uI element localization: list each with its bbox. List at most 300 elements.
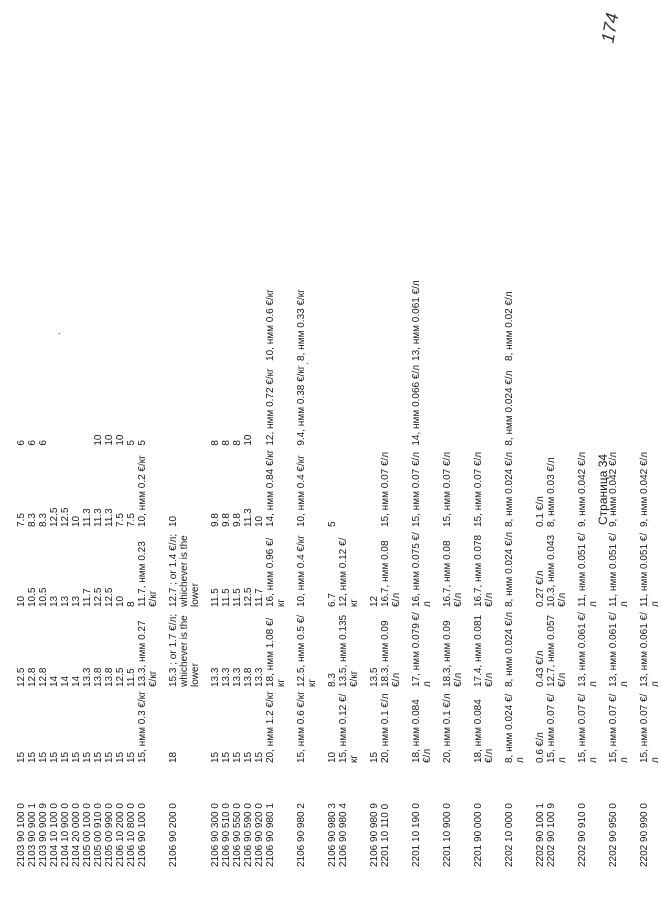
table-row — [402, 48, 433, 867]
rate-cell — [526, 124, 546, 200]
rate-cell — [360, 276, 380, 361]
rate-cell: 15.3 ; or 1.7 €/л; whichever is the lower — [168, 613, 201, 687]
rate-cell: 15 — [82, 751, 93, 763]
rate-cell — [71, 276, 82, 361]
table-row — [115, 48, 126, 867]
rate-cell — [104, 276, 115, 361]
rate-cell: 12.5 — [243, 587, 254, 607]
rate-cell — [243, 200, 254, 276]
rate-cell: 13.5, нмм 0.135 €/кг — [338, 614, 360, 687]
rate-cell: 13.3 — [254, 667, 265, 687]
rate-cell — [599, 361, 630, 446]
rate-cell: 15, нмм 0.3 €/кг — [137, 691, 148, 763]
rate-cell — [16, 276, 27, 361]
rate-cell — [287, 48, 318, 124]
rate-cell — [464, 48, 495, 124]
rate-cell — [38, 276, 49, 361]
rate-cell — [360, 446, 380, 527]
rate-cell — [380, 200, 402, 276]
rate-cell — [402, 200, 433, 276]
rate-cell: 16.7, нмм 0.08 €/л — [380, 540, 402, 607]
rate-cell — [221, 48, 232, 124]
rate-cell: 12.5 — [115, 667, 126, 687]
rate-cell — [221, 276, 232, 361]
rate-cell: 6 — [27, 440, 38, 446]
rate-cell: 8, нмм 0.03 €/л — [546, 457, 557, 527]
rate-cell — [402, 124, 433, 200]
tariff-code-cell: 2202 90 100 1 — [535, 803, 546, 867]
rate-cell: 11, нмм 0.051 €/л — [608, 532, 630, 607]
rate-cell: 15 — [27, 751, 38, 763]
rate-cell: 11.7 — [254, 588, 265, 607]
rate-cell: 13.8 — [104, 667, 115, 687]
rate-cell: 7.5 — [115, 513, 126, 527]
rate-cell — [464, 124, 495, 200]
rate-cell — [16, 48, 27, 124]
rate-cell — [338, 124, 360, 200]
table-row — [338, 48, 360, 867]
rate-cell — [115, 124, 126, 200]
table-row — [27, 48, 38, 867]
rate-cell — [526, 276, 546, 361]
rate-cell: 13.8 — [93, 667, 104, 687]
rate-cell — [568, 48, 599, 124]
table-row — [265, 48, 287, 867]
rate-cell: 14 — [49, 675, 60, 687]
rate-cell: 11, нмм 0.051 €/л — [639, 532, 661, 607]
rate-cell — [38, 200, 49, 276]
table-row — [201, 48, 221, 867]
rate-cell: 10, нмм 0.2 €/кг — [137, 455, 148, 527]
rate-cell: 10, нмм 0.4 €/кг — [296, 455, 307, 527]
tariff-code-cell: 2202 90 910 0 — [577, 803, 588, 867]
rate-cell — [599, 200, 630, 276]
tariff-code-cell: 2201 10 110 0 — [380, 803, 391, 867]
rate-cell: 12 — [369, 595, 380, 607]
rate-cell — [338, 200, 360, 276]
rate-cell — [630, 124, 661, 200]
rate-cell: 15 — [104, 751, 115, 763]
tariff-table — [16, 48, 661, 867]
rate-cell — [115, 48, 126, 124]
rate-cell — [60, 48, 71, 124]
rate-cell: 15 — [93, 751, 104, 763]
rate-cell — [104, 124, 115, 200]
rate-cell — [71, 124, 82, 200]
rate-cell: 15 — [71, 751, 82, 763]
tariff-code-cell: 2103 90 900 9 — [38, 803, 49, 867]
table-row — [38, 48, 49, 867]
rate-cell — [464, 200, 495, 276]
rate-cell: 12.5 — [49, 507, 60, 527]
rate-cell — [201, 124, 221, 200]
rate-cell — [599, 48, 630, 124]
rate-cell — [338, 276, 360, 361]
rate-cell — [201, 200, 221, 276]
rate-cell — [60, 200, 71, 276]
rate-cell — [137, 124, 159, 200]
rate-cell: 10 — [16, 595, 27, 607]
rate-cell — [159, 361, 201, 446]
tariff-code-cell: 2106 90 980 4 — [338, 803, 349, 867]
rate-cell: 8, нмм 0.024 €/л — [504, 370, 515, 446]
rate-cell — [38, 48, 49, 124]
rate-cell: 11.5 — [232, 588, 243, 607]
rate-cell — [433, 124, 464, 200]
rate-cell — [254, 361, 265, 446]
tariff-code-cell: 2105 00 990 0 — [104, 803, 115, 867]
tariff-code-cell: 2105 00 910 0 — [93, 803, 104, 867]
rate-cell — [232, 124, 243, 200]
rate-cell — [568, 124, 599, 200]
rate-cell — [49, 200, 60, 276]
rate-cell: 13.3 — [82, 667, 93, 687]
rate-cell: 18 — [168, 751, 179, 763]
table-row — [360, 48, 380, 867]
rate-cell: 18, нмм 0.084 €/л — [473, 699, 495, 763]
tariff-code-cell: 2106 90 980 3 — [327, 803, 338, 867]
rate-cell — [71, 200, 82, 276]
rate-cell: 10 — [115, 434, 126, 446]
rate-cell: 9, нмм 0.042 €/л — [608, 451, 619, 527]
rate-cell: 11.3 — [82, 508, 93, 527]
rate-cell: 0.6 €/л — [535, 732, 546, 763]
rate-cell: 10 — [71, 515, 82, 527]
rate-cell: 16, нмм 0.96 €/кг — [265, 537, 287, 607]
rate-cell — [360, 48, 380, 124]
rate-cell: 8, нмм 0.024 €/л — [504, 611, 515, 687]
rate-cell — [49, 361, 60, 446]
rate-cell: 7.5 — [16, 513, 27, 527]
rate-cell: 12.5 — [93, 587, 104, 607]
table-row — [568, 48, 599, 867]
rate-cell: 9.8 — [221, 513, 232, 527]
rate-cell — [546, 124, 568, 200]
rate-cell: 13, нмм 0.061 €/л — [577, 612, 599, 687]
rate-cell — [126, 124, 137, 200]
rate-cell — [546, 48, 568, 124]
table-row — [433, 48, 464, 867]
rate-cell — [93, 276, 104, 361]
rate-cell — [380, 48, 402, 124]
table-row — [318, 48, 338, 867]
rate-cell — [71, 48, 82, 124]
table-row — [254, 48, 265, 867]
rate-cell — [159, 48, 201, 124]
rate-cell: 15 — [38, 751, 49, 763]
rate-cell — [380, 276, 402, 361]
rate-cell — [159, 200, 201, 276]
rate-cell: 6 — [16, 440, 27, 446]
rate-cell — [126, 200, 137, 276]
rate-cell: 12.5 — [16, 667, 27, 687]
rate-cell — [221, 124, 232, 200]
rate-cell: 10.5 — [27, 587, 38, 607]
rate-cell — [93, 48, 104, 124]
rate-cell — [243, 48, 254, 124]
table-row — [126, 48, 137, 867]
rate-cell: 16, нмм 0.075 €/л — [411, 532, 433, 607]
rate-cell: 10 — [93, 434, 104, 446]
rate-cell: 10.3, нмм 0.043 €/л — [546, 534, 568, 607]
rate-cell — [287, 124, 318, 200]
rate-cell — [433, 276, 464, 361]
tariff-code-cell: 2106 90 980 1 — [265, 803, 276, 867]
rate-cell — [82, 361, 93, 446]
rate-cell: 12, нмм 0.72 €/кг — [265, 368, 276, 446]
rate-cell: 0.43 €/л — [535, 650, 546, 687]
rate-cell — [82, 200, 93, 276]
rate-cell — [568, 361, 599, 446]
rate-cell — [380, 124, 402, 200]
rate-cell — [495, 124, 526, 200]
rate-cell — [402, 48, 433, 124]
table-row — [71, 48, 82, 867]
rate-cell: 11.7 — [82, 588, 93, 607]
tariff-code-cell: 2105 00 100 0 — [82, 803, 93, 867]
rate-cell: 11, нмм 0.051 €/л — [577, 532, 599, 607]
rate-cell: 15, нмм 0.07 €/л — [577, 693, 599, 763]
tariff-code-cell: 2106 90 980 2 — [296, 803, 307, 867]
rate-cell — [568, 276, 599, 361]
rate-cell: 12.5 — [60, 507, 71, 527]
rate-cell: 9, нмм 0.042 €/л — [577, 451, 588, 527]
rate-cell — [60, 124, 71, 200]
rate-cell: 8 — [232, 440, 243, 446]
rate-cell — [126, 276, 137, 361]
tariff-code-cell: 2201 90 000 0 — [473, 803, 484, 867]
rate-cell: 5 — [327, 521, 338, 527]
rate-cell — [126, 48, 137, 124]
table-row — [380, 48, 402, 867]
tariff-code-cell: 2106 90 100 0 — [137, 803, 148, 867]
rate-cell — [254, 200, 265, 276]
rate-cell — [49, 276, 60, 361]
rate-cell: 20, нмм 0.1 €/л — [380, 693, 391, 763]
rate-cell: 9, нмм 0.042 €/л — [639, 451, 650, 527]
tariff-code-cell: 2106 90 590 0 — [243, 803, 254, 867]
rate-cell: 8.3 — [27, 513, 38, 527]
tariff-code-cell: 2106 10 800 0 — [126, 803, 137, 867]
tariff-code-cell: 2202 90 990 0 — [639, 803, 650, 867]
rate-cell — [115, 276, 126, 361]
table-row — [464, 48, 495, 867]
rate-cell: 11.5 — [221, 588, 232, 607]
rate-cell — [254, 276, 265, 361]
rate-cell: 20, нмм 0.1 €/л — [442, 693, 453, 763]
rate-cell — [338, 361, 360, 446]
rate-cell: 13, нмм 0.061 €/л — [411, 280, 422, 361]
rate-cell — [546, 200, 568, 276]
table-row — [60, 48, 71, 867]
rate-cell: 13.3, нмм 0.27 €/кг — [137, 620, 159, 687]
rate-cell: 15, нмм 0.07 €/л — [639, 693, 661, 763]
rate-cell: 13.3 — [210, 667, 221, 687]
rate-cell: 11.3 — [104, 508, 115, 527]
tariff-code-cell: 2201 10 190 0 — [411, 803, 422, 867]
rate-cell: 9.8 — [210, 513, 221, 527]
tariff-code-cell: 2104 20 000 0 — [71, 803, 82, 867]
rate-cell — [137, 276, 159, 361]
rate-cell: 18, нмм 0.084 €/л — [411, 699, 433, 763]
table-row — [287, 48, 318, 867]
rate-cell: 10 — [243, 434, 254, 446]
rate-cell: 8 — [221, 440, 232, 446]
rate-cell: 13, нмм 0.061 €/л — [639, 612, 661, 687]
rate-cell: 5 — [126, 440, 137, 446]
rate-cell — [27, 200, 38, 276]
tariff-code-cell: 2202 90 950 0 — [608, 803, 619, 867]
rate-cell: 11.3 — [243, 508, 254, 527]
rate-cell: 17.4, нмм 0.081 €/л — [473, 614, 495, 687]
rate-cell: 12.5 — [104, 587, 115, 607]
rate-cell: 15, нмм 0.07 €/л — [546, 693, 568, 763]
tariff-code-cell: 2106 90 510 0 — [221, 803, 232, 867]
rate-cell: 13 — [71, 595, 82, 607]
rate-cell — [232, 48, 243, 124]
rate-cell — [433, 200, 464, 276]
rate-cell — [137, 200, 159, 276]
table-row — [104, 48, 115, 867]
rate-cell: 14 — [71, 675, 82, 687]
rate-cell — [599, 276, 630, 361]
rate-cell — [318, 200, 338, 276]
rate-cell: 15 — [221, 751, 232, 763]
rate-cell: 12.8 — [38, 667, 49, 687]
rate-cell: 16.7, нмм 0.08 €/л — [442, 540, 464, 607]
rate-cell: 8, нмм 0.024 €/л — [504, 531, 515, 607]
rate-cell: 15 — [232, 751, 243, 763]
table-row — [16, 48, 27, 867]
table-row — [232, 48, 243, 867]
rate-cell — [630, 48, 661, 124]
rate-cell — [318, 48, 338, 124]
rate-cell — [265, 48, 287, 124]
rate-cell — [526, 200, 546, 276]
rate-cell — [93, 200, 104, 276]
rate-cell — [27, 124, 38, 200]
rate-cell: 5 — [137, 440, 148, 446]
rate-cell: 8 — [210, 440, 221, 446]
rate-cell — [630, 361, 661, 446]
tariff-code-cell: 2106 90 980 9 — [369, 803, 380, 867]
rate-cell: 15, нмм 0.07 €/л — [473, 451, 484, 527]
tariff-code-cell: 2106 90 550 0 — [232, 803, 243, 867]
rate-cell: 11.3 — [93, 508, 104, 527]
rate-cell: 10 — [115, 595, 126, 607]
rate-cell: 0.1 €/л — [535, 496, 546, 527]
rate-cell: 15, нмм 0.07 €/л — [442, 451, 453, 527]
table-row — [221, 48, 232, 867]
rate-cell: 10 — [168, 515, 179, 527]
rate-cell: 18.3, нмм 0.09 €/л — [380, 620, 402, 687]
rate-cell — [265, 200, 287, 276]
table-row — [630, 48, 661, 867]
rate-cell — [546, 276, 568, 361]
rate-cell: 11.5 — [210, 588, 221, 607]
handwritten-page-number: 174 — [597, 11, 623, 45]
tariff-code-cell: 2104 10 100 0 — [49, 803, 60, 867]
rate-cell — [159, 276, 201, 361]
rate-cell: 12, нмм 0.12 €/кг — [338, 537, 360, 607]
table-row — [495, 48, 526, 867]
rate-cell: 7.5 — [126, 513, 137, 527]
rate-cell: 15, нмм 0.07 €/л — [411, 451, 422, 527]
rate-cell — [115, 200, 126, 276]
table-row — [526, 48, 546, 867]
rate-cell — [433, 48, 464, 124]
tariff-code-cell: 2106 90 920 0 — [254, 803, 265, 867]
table-row — [159, 48, 201, 867]
rate-cell: 8, нмм 0.024 €/л — [504, 451, 515, 527]
rate-cell — [243, 276, 254, 361]
rate-cell — [243, 124, 254, 200]
tariff-code-cell: 2103 90 100 0 — [16, 803, 27, 867]
rate-cell: 15, нмм 0.07 €/л — [608, 693, 630, 763]
rate-cell — [137, 48, 159, 124]
rate-cell: 11.7, нмм 0.23 €/кг — [137, 541, 159, 607]
rate-cell: 10.5 — [38, 587, 49, 607]
rate-cell — [360, 361, 380, 446]
rate-cell: 9.4, нмм 0.38 €/кг — [296, 365, 307, 446]
rate-cell: 13.5 — [369, 667, 380, 687]
rate-cell — [464, 361, 495, 446]
rate-cell — [599, 124, 630, 200]
rate-cell — [16, 124, 27, 200]
table-row — [93, 48, 104, 867]
scan-speck: . — [300, 362, 311, 365]
rate-cell — [360, 124, 380, 200]
table-row — [546, 48, 568, 867]
rate-cell: 10 — [327, 751, 338, 763]
rate-cell: 8, нмм 0.02 €/л — [504, 291, 515, 361]
rate-cell: 13 — [49, 595, 60, 607]
rate-cell — [60, 276, 71, 361]
rate-cell — [82, 276, 93, 361]
rate-cell: 10 — [254, 515, 265, 527]
rate-cell: 8.3 — [38, 513, 49, 527]
tariff-code-cell: 2201 10 900 0 — [442, 803, 453, 867]
rate-cell — [546, 361, 568, 446]
rate-cell — [49, 48, 60, 124]
rate-cell — [433, 361, 464, 446]
rate-cell — [265, 124, 287, 200]
rate-cell — [93, 124, 104, 200]
rate-cell: 15, нмм 0.12 €/кг — [338, 693, 360, 763]
rate-cell — [254, 124, 265, 200]
rate-cell: 15 — [254, 751, 265, 763]
rate-cell: 14, нмм 0.84 €/кг — [265, 449, 276, 527]
rate-cell — [318, 124, 338, 200]
rate-cell — [338, 446, 360, 527]
rate-cell — [104, 48, 115, 124]
tariff-code-cell: 2103 90 900 1 — [27, 803, 38, 867]
rate-cell — [38, 124, 49, 200]
rate-cell: 15 — [115, 751, 126, 763]
rate-cell — [71, 361, 82, 446]
rate-cell: 15, нмм 0.07 €/л — [380, 451, 391, 527]
rate-cell: 10, нмм 0.4 €/кг — [296, 535, 307, 607]
rate-cell — [16, 200, 27, 276]
rate-cell: 8, нмм 0.33 €/кг — [296, 289, 307, 361]
rate-cell: 10, нмм 0.6 €/кг — [265, 289, 276, 361]
rate-cell: 8.3 — [327, 673, 338, 687]
tariff-table-body — [16, 48, 661, 867]
rate-cell: 15 — [369, 751, 380, 763]
rate-cell — [49, 124, 60, 200]
rate-cell — [27, 276, 38, 361]
rate-cell: 13 — [60, 595, 71, 607]
